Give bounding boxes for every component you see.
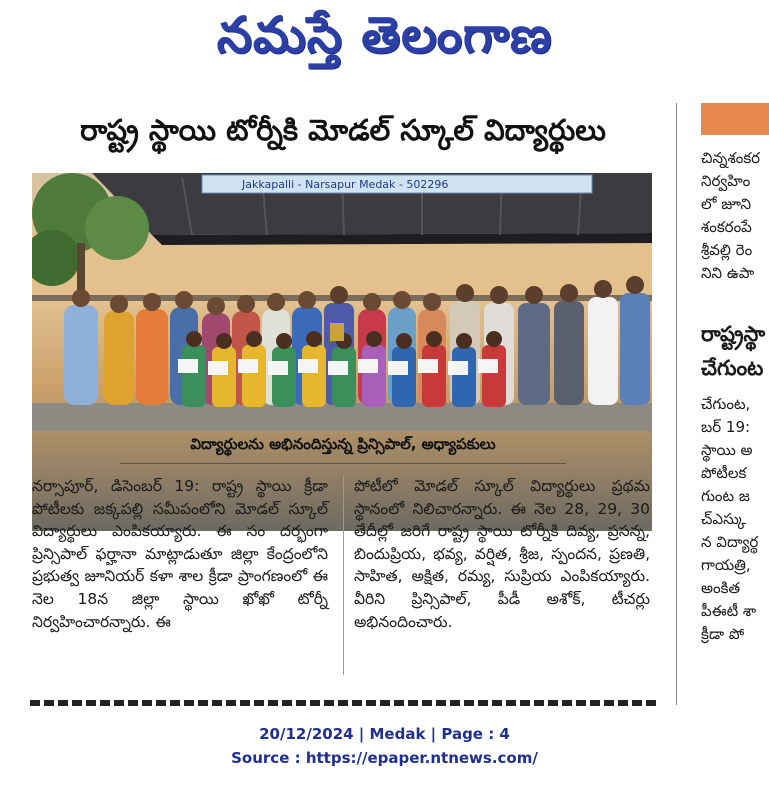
sidebar-line: చిన్నశంకర (701, 149, 761, 167)
news-clipping (30, 103, 656, 705)
sidebar-line: స్థాయి అ (701, 441, 753, 459)
sidebar-line: లో జూని (701, 195, 751, 213)
photo-caption: విద్యార్థులను అభినందిస్తున్న ప్రిన్సిపాల్, అధ్యాపకులు (190, 435, 496, 453)
masthead (0, 0, 769, 95)
sidebar-line: చ్‌ఎస్కు (701, 510, 746, 528)
adjacent-headline-line: చేగుంట (701, 356, 764, 380)
article-headline: రాష్ట్ర స్థాయి టోర్నీకి మోడల్ స్కూల్ విద్యార్థులు (80, 113, 606, 147)
sidebar-line: పీఈటీ శా (701, 602, 757, 620)
edition-info: 20/12/2024 | Medak | Page : 4 (259, 725, 510, 743)
sidebar-line: క్రీడా పో (701, 625, 745, 643)
sidebar-line: గుంట జ (701, 487, 750, 505)
sidebar-line: బర్ 19: (701, 418, 751, 436)
article-column-2: పోటీలో మోడల్ స్కూల్ విద్యార్థులు ప్రథమ స్థానంలో నిలిచారన్నారు. ఈ నెల 28, 29, 30 తేదీల్లో జరిగే రాష్ట్ర స్థాయి టోర్నీకి దివ్య, ప్రసన్న, బిందుప్రియ, భవ్య, వర్షిత, శ్రీజ, స్పందన, ప్రణతి, సాహిత, అక్షిత, రమ్య, సుప్రియ ఎంపికయ్యారు. వీరిని ప్రిన్సిపాల్, పీడీ అశోక్, టీచర్లు అభినందించారు. (354, 477, 650, 631)
sidebar-line: శంకరంపే (701, 218, 752, 236)
sidebar-line: న విద్యార్థ (701, 533, 759, 551)
source-link[interactable]: Source : https://epaper.ntnews.com/ (231, 749, 538, 767)
sidebar-line: పోటీలక (701, 464, 747, 482)
group-photo-illustration (32, 173, 652, 431)
article-column-1: నర్సాపూర్, డిసెంబర్ 19: రాష్ట్ర స్థాయి క్రీడా పోటీలకు జక్కపల్లి సమీపంలోని మోడల్ స్కూల్ విద్యార్థులు ఎంపికయ్యారు. ఈ సం దర్భంగా ప్రిన్సిపాల్ ఫర్హానా మాట్లాడుతూ జిల్లా కేంద్రంలోని ప్రభుత్వ జూనియర్ కళా శాల క్రీడా ప్రాంగణంలో ఈ నెల 18న జిల్లా స్థాయి ఖోఖో టోర్నీ నిర్వహించారన్నారు. ఈ (32, 477, 328, 631)
adjacent-headline-line: రాష్ట్రస్థా (701, 322, 766, 346)
photo-banner-text: Jakkapalli - Narsapur Medak - 502296 (242, 178, 449, 191)
caption-divider (120, 463, 566, 464)
sidebar-divider (676, 103, 677, 705)
page-footer (0, 722, 769, 770)
newspaper-logo: నమస్తే తెలంగాణ (216, 6, 553, 64)
sidebar-line: అంకిత (701, 579, 741, 597)
sidebar-line: చేగుంట, (701, 395, 751, 413)
column-divider (343, 475, 344, 675)
adjacent-article (676, 103, 769, 705)
adjacent-article-photo (701, 103, 769, 135)
sidebar-line: నిని ఉపా (701, 264, 755, 282)
sidebar-line: గాయత్రి, (701, 556, 751, 574)
sidebar-line: శ్రీవల్లి రెం (701, 241, 753, 259)
sidebar-line: నిర్వహిం (701, 172, 751, 190)
next-story-headline-cut (30, 700, 656, 706)
